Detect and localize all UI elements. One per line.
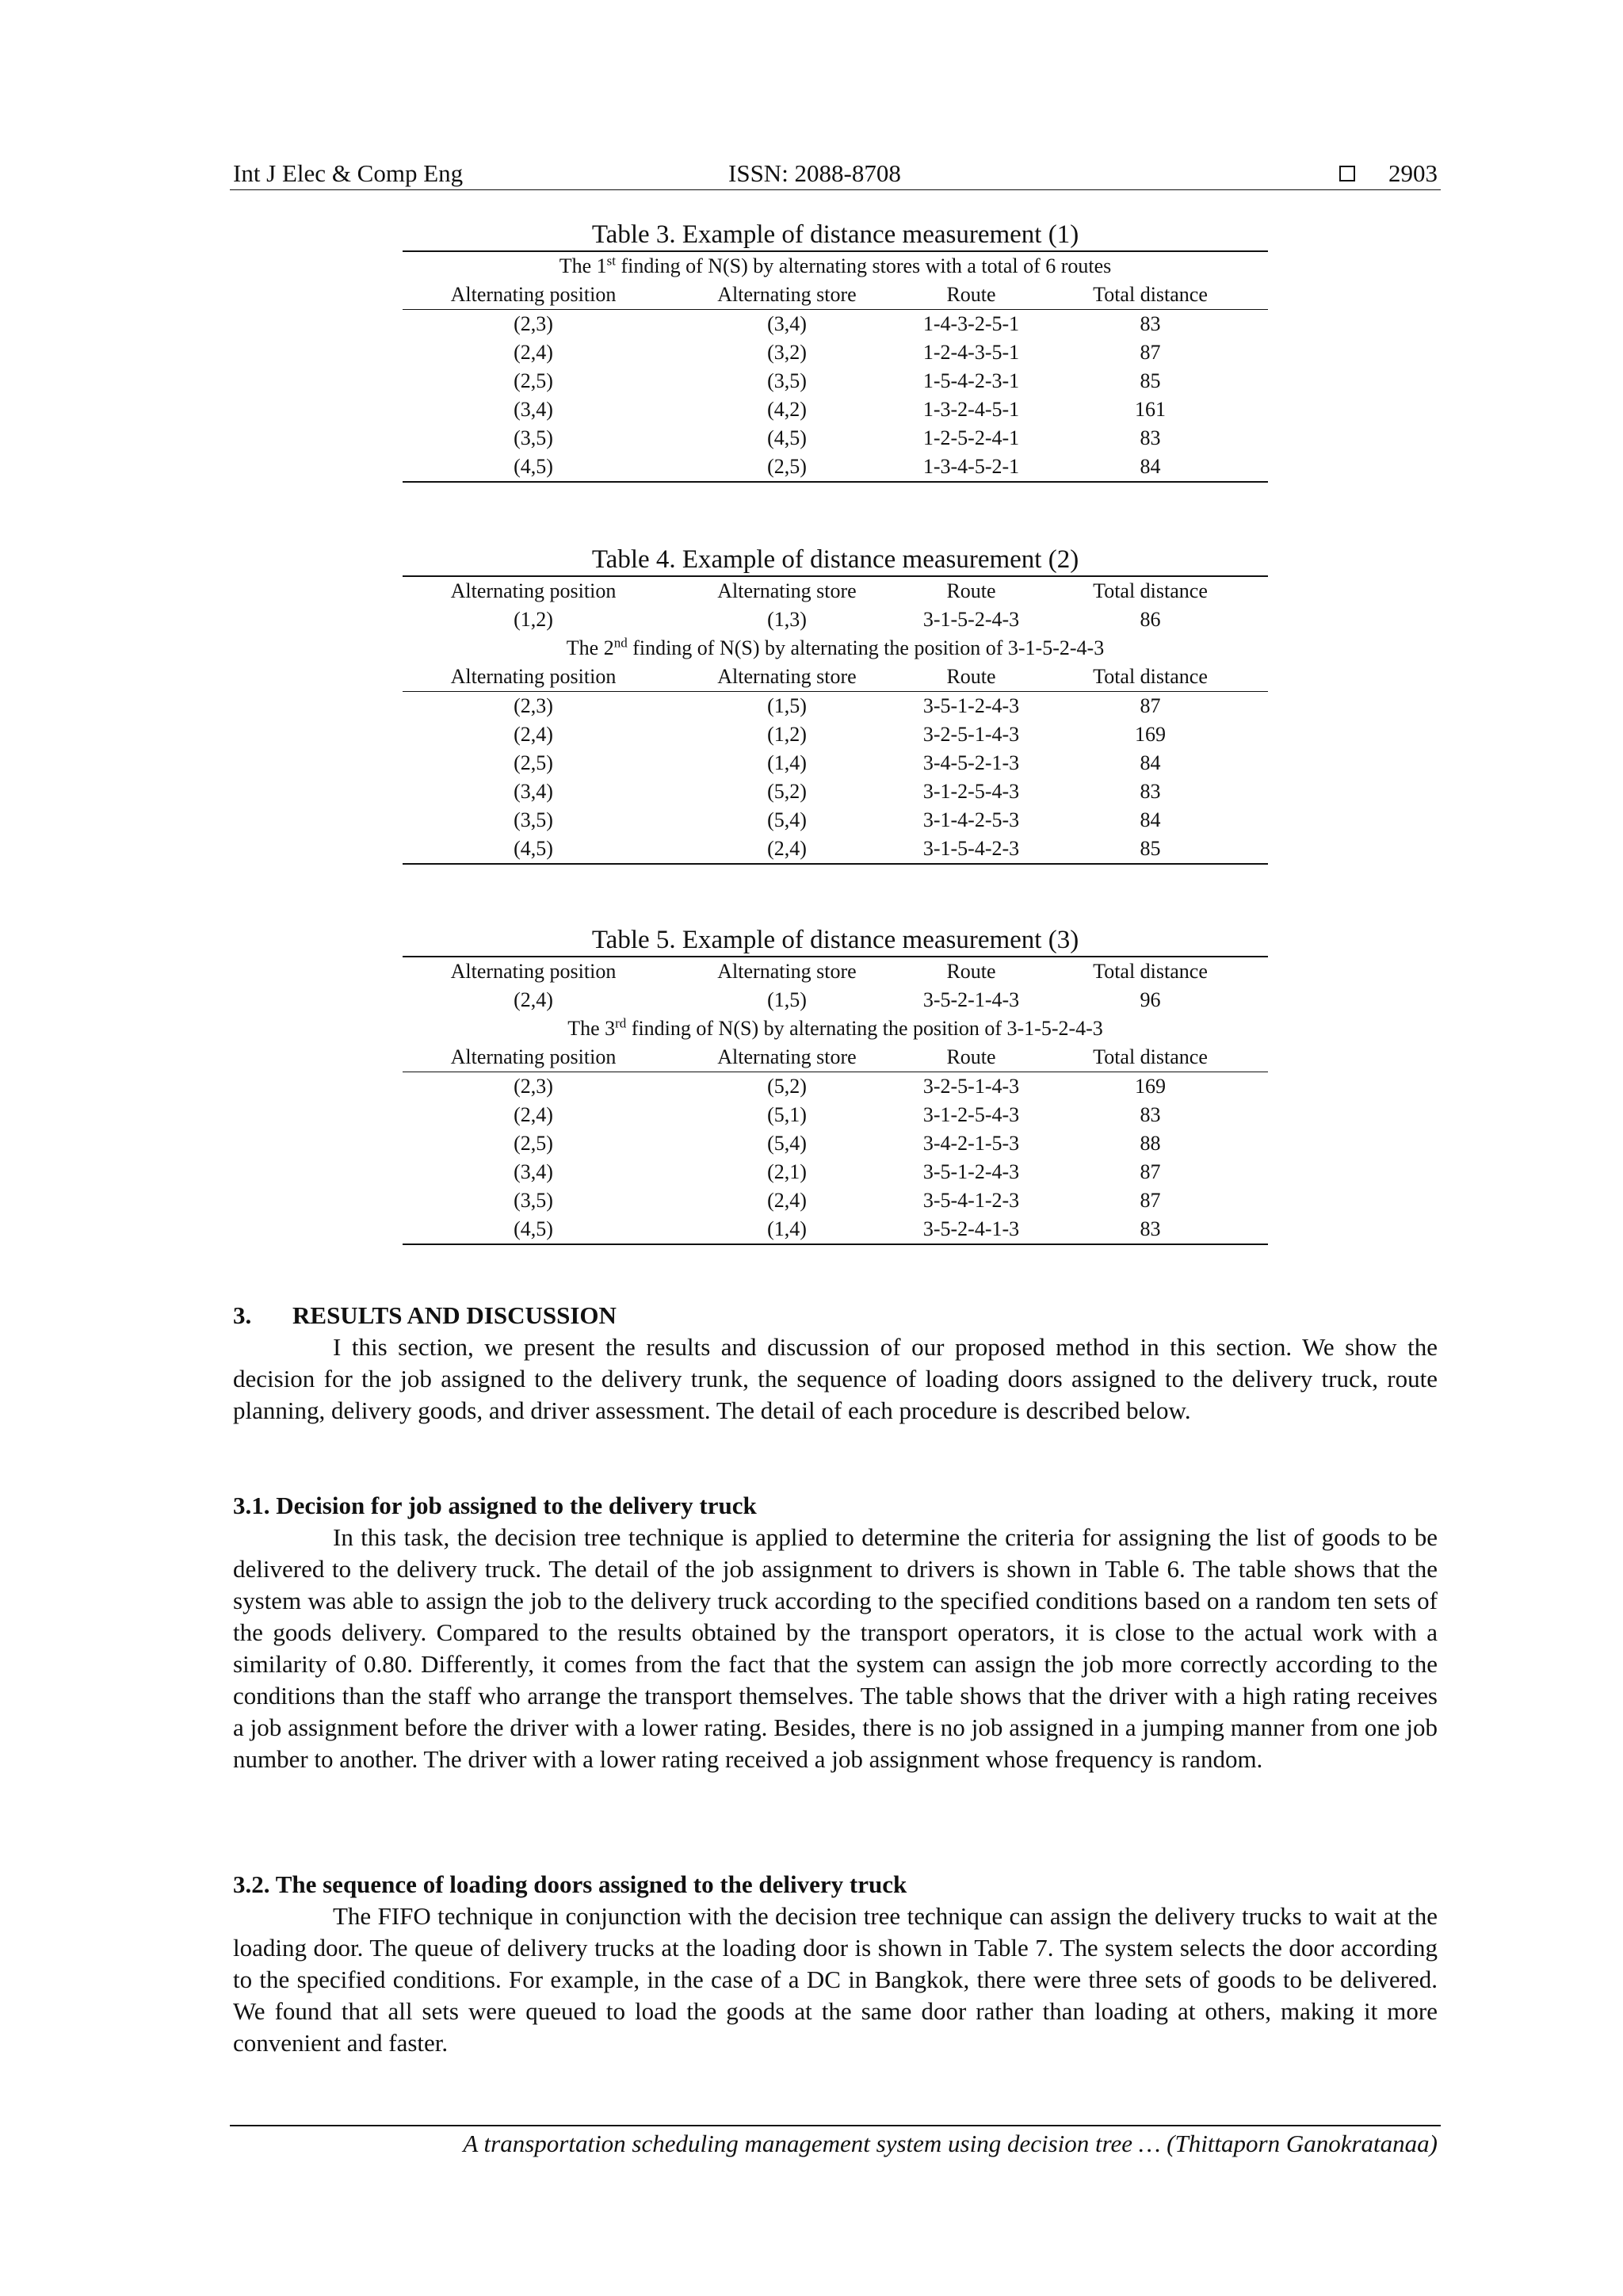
subsection-heading: 3.2. The sequence of loading doors assigned to the delivery truck [233,1870,907,1898]
column-header: Alternating position [403,281,664,310]
table-row [403,395,1268,424]
table-cell: (1,2) [514,608,553,631]
table-5-grid [403,956,1268,1245]
table-row [403,1186,1268,1215]
table-cell: 1-2-4-3-5-1 [922,341,1020,364]
table-cell: (1,5) [767,694,807,717]
table-cell: (2,4) [514,341,553,364]
table-cell: (4,2) [767,398,807,421]
table-cell: 1-5-4-2-3-1 [922,369,1020,392]
column-header: Total distance [1033,1043,1268,1072]
column-header: Total distance [1033,576,1268,606]
column-header: Route [910,576,1033,606]
table-row [403,338,1268,367]
table-cell: 87 [1140,1160,1161,1183]
column-header: Total distance [1033,281,1268,310]
table-cell: 1-3-2-4-5-1 [922,398,1020,421]
table-5-subtitle-row [403,1014,1268,1043]
table-cell: 169 [1135,723,1166,746]
table-cell: 1-2-5-2-4-1 [922,426,1020,449]
table-row [403,692,1268,721]
table-cell: 83 [1140,426,1161,449]
table-cell: 84 [1140,751,1161,774]
section-paragraph: I this section, we present the results and discussion of our proposed method in this section. We show the decision for the job assigned to the delivery trunk, the sequence of loading doors assigned to the delivery truck, route planning, delivery goods, and driver assessment. The detail of each procedure is described below. [233,1333,1438,1424]
column-header: Total distance [1033,957,1268,986]
table-cell: (2,4) [767,1189,807,1212]
table-cell: (2,3) [514,1075,553,1098]
table-cell: (1,3) [767,608,807,631]
table-cell: (3,4) [767,312,807,335]
table-cell: 161 [1135,398,1167,421]
table-cell: 1-4-3-2-5-1 [922,312,1020,335]
table-cell: 83 [1140,1103,1161,1126]
table-cell: (1,2) [767,723,807,746]
table-cell: (2,5) [514,1132,553,1155]
table-cell: (2,5) [664,453,910,482]
page-number-group [1339,155,1438,192]
table-cell: 3-1-4-2-5-3 [922,808,1020,831]
table-cell: 169 [1135,1075,1166,1098]
table-row [403,606,1268,634]
table-cell: (4,5) [403,835,664,864]
table-cell: (1,4) [767,751,807,774]
column-header: Route [910,281,1033,310]
table-cell: (2,5) [514,751,553,774]
table-cell: (2,4) [514,1103,553,1126]
table-cell: 85 [1033,835,1268,864]
column-header: Alternating store [664,576,910,606]
table-3-grid [403,250,1268,483]
table-row [403,1158,1268,1186]
table-5-header-row-2 [403,1043,1268,1072]
table-4-grid [403,575,1268,865]
table-3-subtitle-row [403,251,1268,281]
column-header: Alternating position [403,957,664,986]
table-cell: 3-5-1-2-4-3 [922,1160,1020,1183]
column-header: Alternating position [403,1043,664,1072]
table-cell: 84 [1033,453,1268,482]
column-header: Alternating store [664,957,910,986]
table-cell: 3-1-5-4-2-3 [910,835,1033,864]
section-results [233,1300,1438,1427]
table-4-subtitle: The 2nd finding of N(S) by alternating the position of 3-1-5-2-4-3 [566,635,1105,659]
column-header: Alternating store [664,281,910,310]
table-3 [403,219,1268,483]
table-cell: (2,3) [514,694,553,717]
table-4-header-row [403,576,1268,606]
section-title: RESULTS AND DISCUSSION [292,1301,617,1329]
table-cell: (2,4) [514,988,553,1011]
table-row [403,720,1268,749]
table-row [403,1101,1268,1129]
table-cell: (5,2) [767,780,807,803]
table-cell: 3-2-5-1-4-3 [922,723,1020,746]
table-cell: 3-5-2-1-4-3 [922,988,1020,1011]
table-3-caption: Table 3. Example of distance measurement (1) [591,220,1079,249]
table-cell: 88 [1140,1132,1161,1155]
table-cell: 85 [1140,369,1161,392]
table-cell: (3,5) [514,808,553,831]
table-cell: 83 [1140,312,1161,335]
table-cell: (4,5) [767,426,807,449]
table-cell: 3-5-1-2-4-3 [922,694,1020,717]
section-number: 3. [233,1301,252,1329]
table-cell: (4,5) [403,453,664,482]
issn: ISSN: 2088-8708 [728,159,901,187]
table-cell: 87 [1140,694,1161,717]
table-cell: 96 [1140,988,1161,1011]
square-bullet-icon [1339,166,1355,181]
table-5 [403,924,1268,1245]
running-footer: A transportation scheduling management system using decision tree … (Thittaporn Ganokratanaa) [463,2130,1438,2157]
table-cell: 1-3-4-5-2-1 [910,453,1033,482]
table-cell: 87 [1140,341,1161,364]
section-3-2 [233,1869,1438,2059]
table-cell: (3,5) [514,1189,553,1212]
column-header: Route [910,1043,1033,1072]
table-cell: (4,5) [403,1215,664,1244]
table-cell: (2,4) [514,723,553,746]
table-4 [403,544,1268,865]
table-cell: (1,5) [767,988,807,1011]
table-row [403,367,1268,395]
table-row [403,806,1268,835]
table-cell: 86 [1140,608,1161,631]
table-5-caption: Table 5. Example of distance measurement (3) [591,926,1079,954]
column-header: Total distance [1033,663,1268,692]
table-4-header-row-2 [403,663,1268,692]
table-cell: (5,1) [767,1103,807,1126]
table-row [403,453,1268,482]
column-header: Alternating store [664,1043,910,1072]
table-row [403,424,1268,453]
table-cell: (3,5) [514,426,553,449]
table-cell: (2,5) [514,369,553,392]
subsection-paragraph: The FIFO technique in conjunction with the decision tree technique can assign the delivery trucks to wait at the loading door. The queue of delivery trucks at the loading door is shown in Table 7. The system selects the door according to the specified conditions. For example, in the case of a DC in Bangkok, there were three sets of goods to be delivered. We found that all sets were queued to load the goods at the same door rather than loading at others, making it more convenient and faster. [233,1902,1438,2057]
table-cell: (5,4) [767,1132,807,1155]
table-row [403,1215,1268,1244]
table-cell: 3-5-2-4-1-3 [910,1215,1033,1244]
table-cell: 3-1-2-5-4-3 [922,1103,1020,1126]
table-cell: (3,4) [514,1160,553,1183]
table-3-header-row [403,281,1268,310]
table-cell: 3-4-2-1-5-3 [922,1132,1020,1155]
subsection-paragraph: In this task, the decision tree technique is applied to determine the criteria for assigning the list of goods to be delivered to the delivery truck. The detail of the job assignment to drivers is shown in Table 6. The table shows that the system was able to assign the job to the delivery truck according to the specified conditions based on a random ten sets of the goods delivery. Compared to the results obtained by the transport operators, it is close to the actual work with a similarity of 0.80. Differently, it comes from the fact that the system can assign the job more correctly according to the conditions than the staff who arrange the transport themselves. The table shows that the driver with a high rating receives a job assignment before the driver with a lower rating. Besides, there is no job assigned in a jumping manner from one job number to another. The driver with a lower rating received a job assignment whose frequency is random. [233,1523,1438,1773]
table-cell: 87 [1140,1189,1161,1212]
section-heading [233,1300,1438,1331]
table-row [403,986,1268,1014]
column-header: Route [910,957,1033,986]
table-cell: (2,1) [767,1160,807,1183]
table-row [403,310,1268,339]
table-cell: (2,4) [664,835,910,864]
section-3-1 [233,1490,1438,1775]
table-5-subtitle: The 3rd finding of N(S) by alternating the position of 3-1-5-2-4-3 [567,1015,1103,1040]
table-cell: (5,2) [767,1075,807,1098]
table-row [403,749,1268,777]
table-row [403,1072,1268,1102]
table-cell: (5,4) [767,808,807,831]
table-cell: 84 [1140,808,1161,831]
table-cell: (3,2) [767,341,807,364]
table-row [403,1129,1268,1158]
column-header: Route [910,663,1033,692]
running-header [233,155,1438,192]
table-cell: 3-5-4-1-2-3 [922,1189,1020,1212]
journal-name: Int J Elec & Comp Eng [233,159,464,187]
table-cell: 83 [1140,780,1161,803]
table-row [403,835,1268,864]
table-cell: 3-1-2-5-4-3 [922,780,1020,803]
header-rule [230,189,1441,190]
table-cell: (2,3) [514,312,553,335]
table-cell: (3,4) [514,398,553,421]
column-header: Alternating position [403,576,664,606]
table-cell: 3-4-5-2-1-3 [922,751,1020,774]
table-4-caption: Table 4. Example of distance measurement (2) [591,545,1079,574]
table-cell: 83 [1033,1215,1268,1244]
table-cell: (3,5) [767,369,807,392]
table-cell: 3-2-5-1-4-3 [922,1075,1020,1098]
table-cell: (1,4) [664,1215,910,1244]
column-header: Alternating position [403,663,664,692]
table-4-subtitle-row [403,634,1268,663]
table-5-header-row [403,957,1268,986]
table-cell: 3-1-5-2-4-3 [922,608,1020,631]
table-row [403,777,1268,806]
page-number: 2903 [1388,159,1438,187]
table-3-subtitle: The 1st finding of N(S) by alternating stores with a total of 6 routes [403,251,1268,281]
subsection-heading: 3.1. Decision for job assigned to the delivery truck [233,1492,757,1519]
column-header: Alternating store [664,663,910,692]
table-cell: (3,4) [514,780,553,803]
